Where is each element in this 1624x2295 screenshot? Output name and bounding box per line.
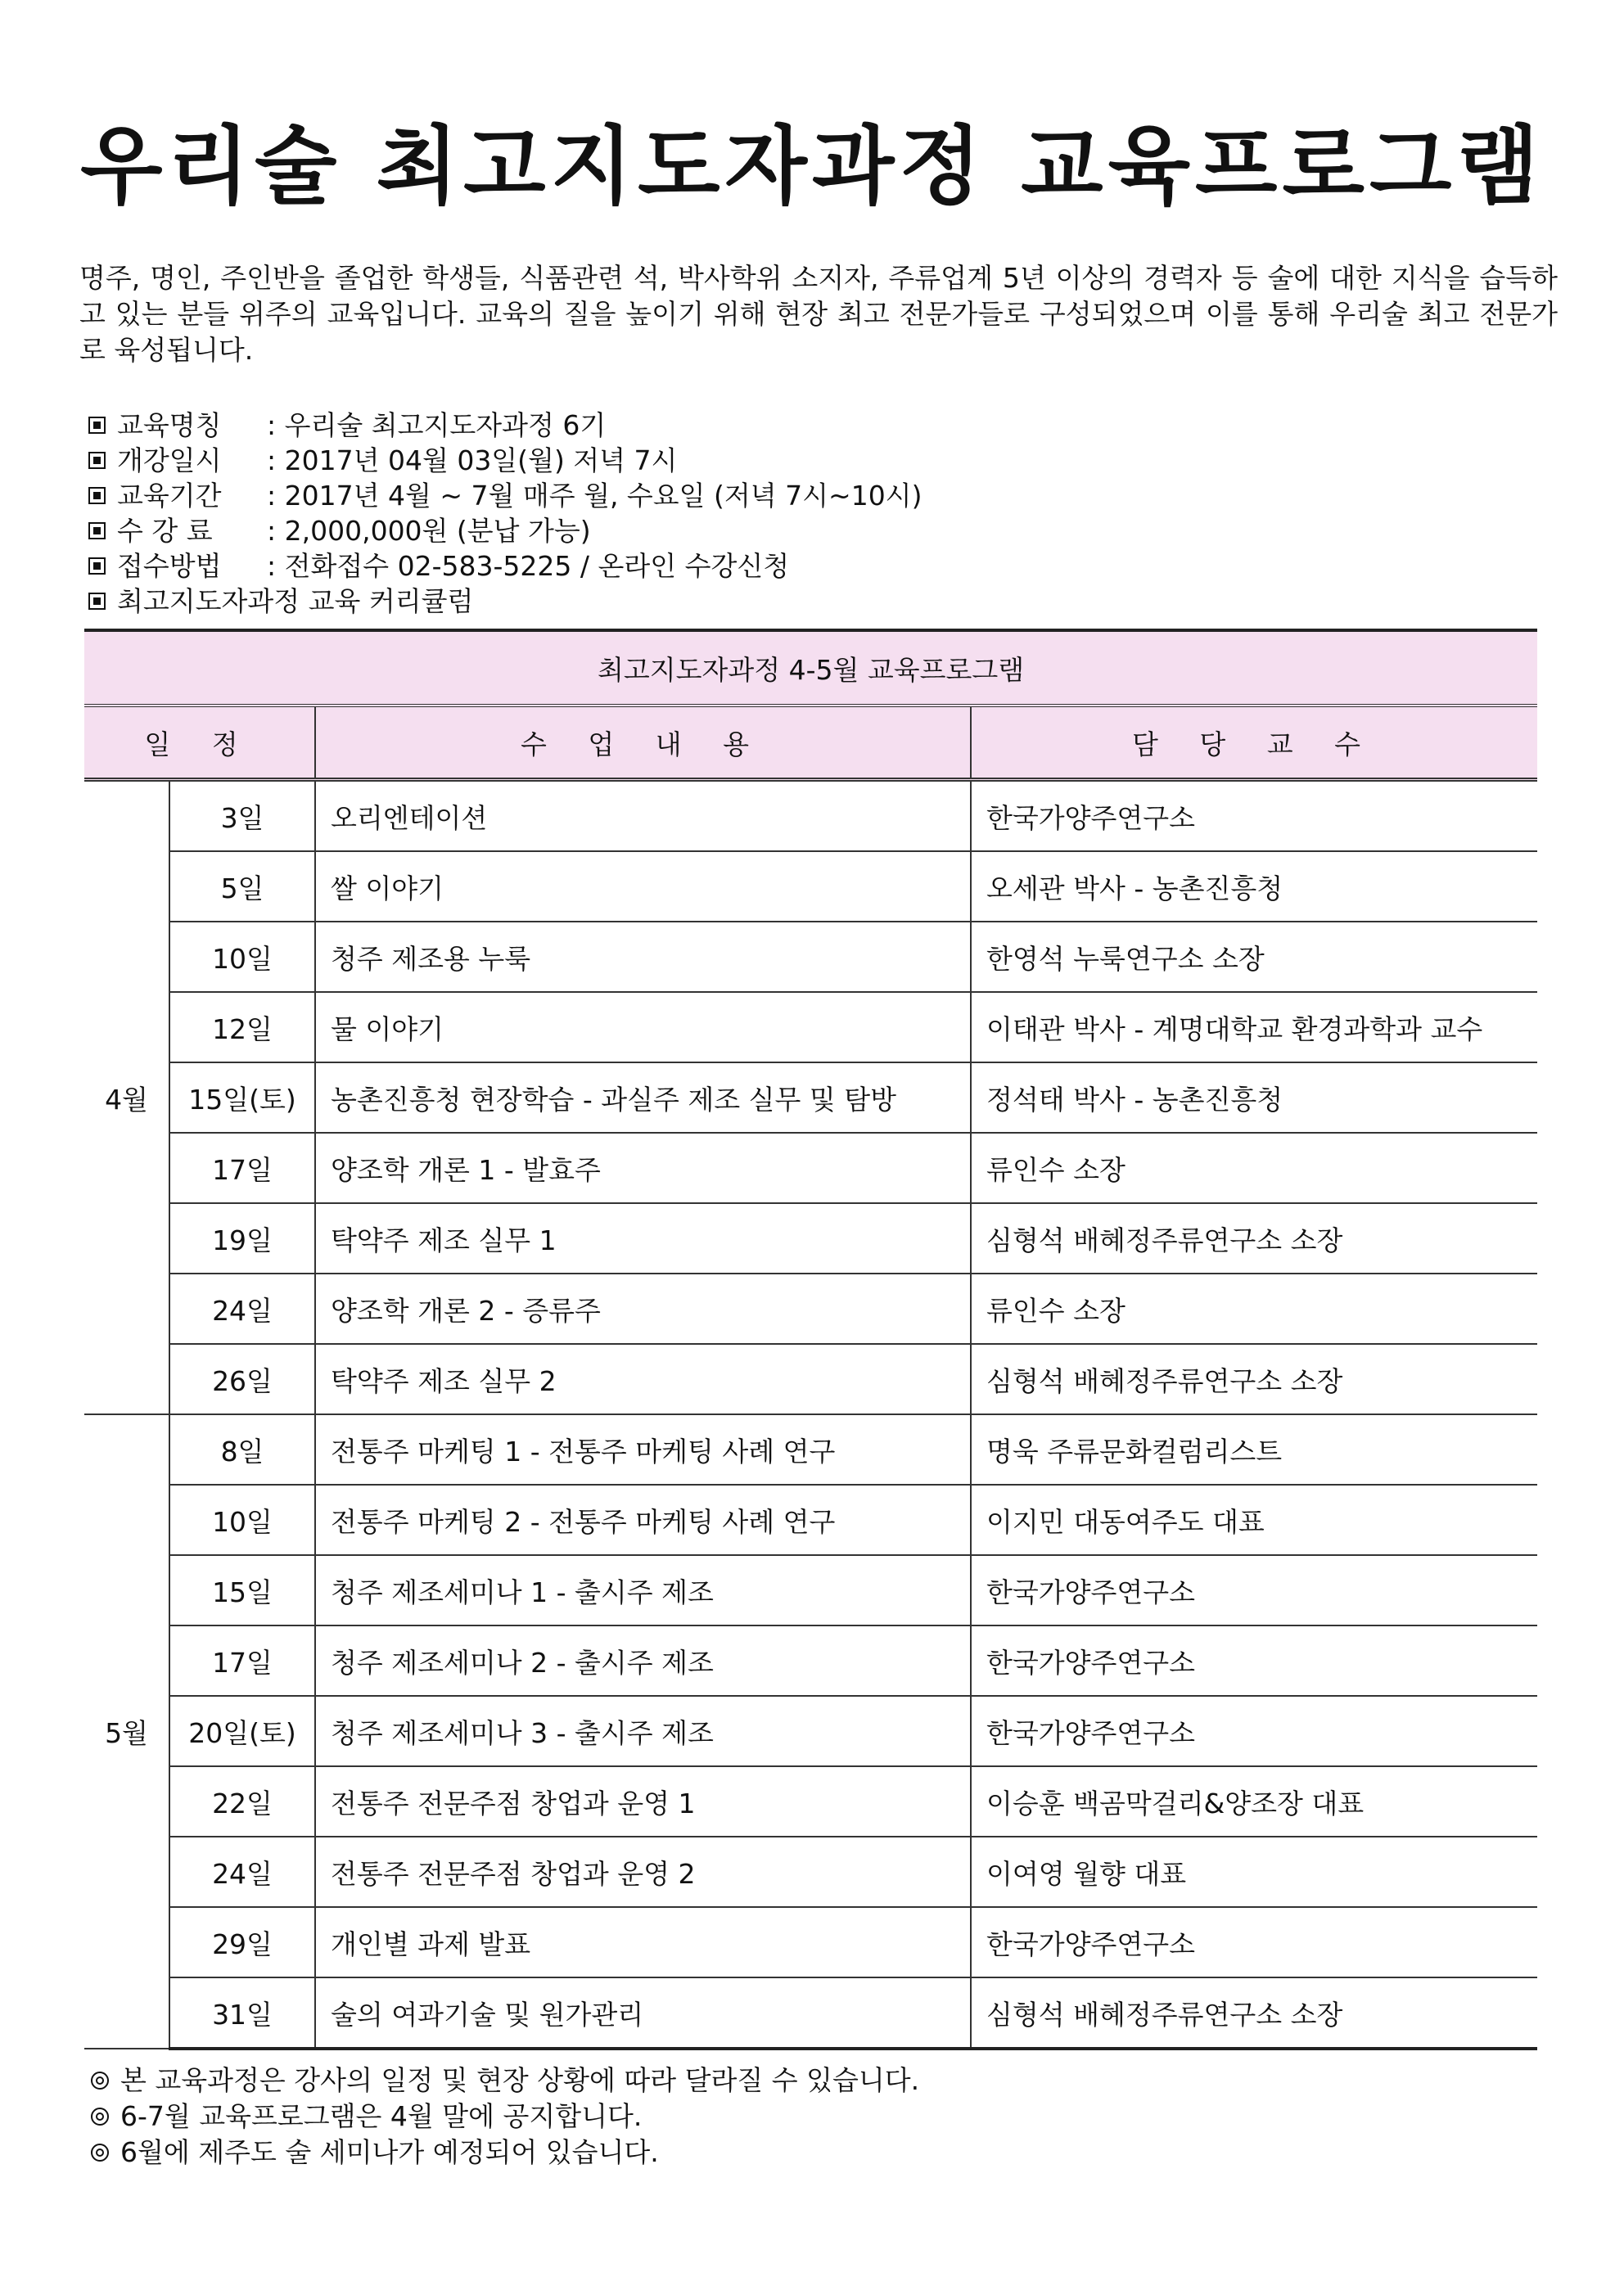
table-title: 최고지도자과정 4-5월 교육프로그램	[84, 630, 1537, 706]
table-row	[84, 1344, 1537, 1414]
professor-cell: 이태관 박사 - 계명대학교 환경과학과 교수	[971, 992, 1537, 1062]
note-item	[91, 2135, 919, 2171]
day-cell: 10일	[169, 922, 315, 992]
day-cell: 12일	[169, 992, 315, 1062]
day-cell: 5일	[169, 851, 315, 922]
square-bullet-icon	[88, 452, 106, 469]
page-title: 우리술 최고지도자과정 교육프로그램	[80, 116, 1544, 216]
notes-list	[91, 2063, 919, 2171]
note-item	[91, 2063, 919, 2099]
day-cell: 26일	[169, 1344, 315, 1414]
professor-cell: 심형석 배혜정주류연구소 소장	[971, 1203, 1537, 1274]
content-cell: 청주 제조세미나 2 - 출시주 제조	[315, 1625, 971, 1696]
square-bullet-icon	[88, 522, 106, 539]
table-row	[84, 851, 1537, 922]
note-item	[91, 2099, 919, 2135]
table-row	[84, 1837, 1537, 1907]
professor-cell: 심형석 배혜정주류연구소 소장	[971, 1344, 1537, 1414]
table-row	[84, 1485, 1537, 1555]
professor-cell: 명욱 주류문화컬럼리스트	[971, 1414, 1537, 1485]
table-row	[84, 1907, 1537, 1977]
day-cell: 24일	[169, 1274, 315, 1344]
content-cell: 탁약주 제조 실무 2	[315, 1344, 971, 1414]
table-row	[84, 1414, 1537, 1485]
content-cell: 전통주 전문주점 창업과 운영 2	[315, 1837, 971, 1907]
square-bullet-icon	[88, 417, 106, 434]
table-row	[84, 1555, 1537, 1625]
info-item	[88, 443, 922, 478]
day-cell: 31일	[169, 1977, 315, 2049]
info-key: 수 강 료	[117, 515, 213, 547]
day-cell: 8일	[169, 1414, 315, 1485]
info-key: 교육기간	[117, 480, 222, 512]
professor-cell: 이지민 대동여주도 대표	[971, 1485, 1537, 1555]
content-cell: 청주 제조세미나 3 - 출시주 제조	[315, 1696, 971, 1766]
table-row	[84, 992, 1537, 1062]
info-value: : 전화접수 02-583-5225 / 온라인 수강신청	[267, 550, 790, 582]
professor-cell: 한국가양주연구소	[971, 780, 1537, 852]
double-circle-icon	[91, 2144, 109, 2162]
header-professor: 담 당 교 수	[971, 706, 1537, 780]
note-text: 6-7월 교육프로그램은 4월 말에 공지합니다.	[120, 2100, 643, 2132]
table-header-row	[84, 706, 1537, 780]
content-cell: 오리엔테이션	[315, 780, 971, 852]
info-item	[88, 408, 922, 443]
content-cell: 전통주 마케팅 1 - 전통주 마케팅 사례 연구	[315, 1414, 971, 1485]
info-value: : 우리술 최고지도자과정 6기	[267, 409, 607, 441]
day-cell: 17일	[169, 1625, 315, 1696]
content-cell: 개인별 과제 발표	[315, 1907, 971, 1977]
month-cell: 4월	[84, 780, 169, 1415]
square-bullet-icon	[88, 487, 106, 504]
content-cell: 전통주 마케팅 2 - 전통주 마케팅 사례 연구	[315, 1485, 971, 1555]
professor-cell: 심형석 배혜정주류연구소 소장	[971, 1977, 1537, 2049]
day-cell: 29일	[169, 1907, 315, 1977]
content-cell: 청주 제조세미나 1 - 출시주 제조	[315, 1555, 971, 1625]
table-row	[84, 1696, 1537, 1766]
square-bullet-icon	[88, 557, 106, 575]
table-title-row	[84, 630, 1537, 706]
info-value: : 2017년 04월 03일(월) 저녁 7시	[267, 444, 678, 476]
professor-cell: 한국가양주연구소	[971, 1625, 1537, 1696]
table-row	[84, 1203, 1537, 1274]
table-row	[84, 780, 1537, 852]
day-cell: 17일	[169, 1133, 315, 1203]
info-item	[88, 584, 922, 619]
professor-cell: 한국가양주연구소	[971, 1907, 1537, 1977]
day-cell: 3일	[169, 780, 315, 852]
professor-cell: 한국가양주연구소	[971, 1555, 1537, 1625]
table-row	[84, 922, 1537, 992]
info-value: : 2017년 4월 ~ 7월 매주 월, 수요일 (저녁 7시~10시)	[267, 480, 923, 512]
info-key: 개강일시	[117, 444, 222, 476]
month-cell: 5월	[84, 1414, 169, 2049]
professor-cell: 류인수 소장	[971, 1133, 1537, 1203]
day-cell: 22일	[169, 1766, 315, 1837]
table-row	[84, 1766, 1537, 1837]
professor-cell: 이승훈 백곰막걸리&양조장 대표	[971, 1766, 1537, 1837]
content-cell: 양조학 개론 1 - 발효주	[315, 1133, 971, 1203]
content-cell: 전통주 전문주점 창업과 운영 1	[315, 1766, 971, 1837]
day-cell: 20일(토)	[169, 1696, 315, 1766]
content-cell: 양조학 개론 2 - 증류주	[315, 1274, 971, 1344]
info-item	[88, 513, 922, 548]
professor-cell: 류인수 소장	[971, 1274, 1537, 1344]
professor-cell: 정석태 박사 - 농촌진흥청	[971, 1062, 1537, 1133]
note-text: 6월에 제주도 술 세미나가 예정되어 있습니다.	[120, 2136, 659, 2168]
table-row	[84, 1274, 1537, 1344]
content-cell: 탁약주 제조 실무 1	[315, 1203, 971, 1274]
content-cell: 물 이야기	[315, 992, 971, 1062]
day-cell: 24일	[169, 1837, 315, 1907]
professor-cell: 이여영 월향 대표	[971, 1837, 1537, 1907]
info-key: 최고지도자과정 교육 커리큘럼	[117, 585, 474, 617]
course-info-list	[88, 408, 922, 619]
table-row	[84, 1977, 1537, 2049]
day-cell: 15일	[169, 1555, 315, 1625]
table-row	[84, 1133, 1537, 1203]
table-row	[84, 1625, 1537, 1696]
day-cell: 10일	[169, 1485, 315, 1555]
square-bullet-icon	[88, 593, 106, 610]
content-cell: 농촌진흥청 현장학습 - 과실주 제조 실무 및 탐방	[315, 1062, 971, 1133]
note-text: 본 교육과정은 강사의 일정 및 현장 상황에 따라 달라질 수 있습니다.	[120, 2064, 920, 2096]
professor-cell: 오세관 박사 - 농촌진흥청	[971, 851, 1537, 922]
professor-cell: 한국가양주연구소	[971, 1696, 1537, 1766]
info-key: 교육명칭	[117, 409, 222, 441]
table-row	[84, 1062, 1537, 1133]
info-item	[88, 548, 922, 584]
info-key: 접수방법	[117, 550, 222, 582]
day-cell: 19일	[169, 1203, 315, 1274]
content-cell: 청주 제조용 누룩	[315, 922, 971, 992]
content-cell: 술의 여과기술 및 원가관리	[315, 1977, 971, 2049]
header-content: 수 업 내 용	[315, 706, 971, 780]
intro-paragraph: 명주, 명인, 주인반을 졸업한 학생들, 식품관련 석, 박사학위 소지자, 주류업계 5년 이상의 경력자 등 술에 대한 지식을 습득하고 있는 분들 위주의 교육입니다. 교육의 질을 높이기 위해 현장 최고 전문가들로 구성되었으며 이를 통해 우리술 최고 전문가로 육성됩니다.	[79, 262, 1558, 366]
day-cell: 15일(토)	[169, 1062, 315, 1133]
double-circle-icon	[91, 2108, 109, 2126]
professor-cell: 한영석 누룩연구소 소장	[971, 922, 1537, 992]
info-item	[88, 478, 922, 513]
double-circle-icon	[91, 2072, 109, 2090]
info-value: : 2,000,000원 (분납 가능)	[267, 515, 591, 547]
content-cell: 쌀 이야기	[315, 851, 971, 922]
schedule-table	[84, 629, 1537, 2050]
header-schedule: 일 정	[84, 706, 315, 780]
